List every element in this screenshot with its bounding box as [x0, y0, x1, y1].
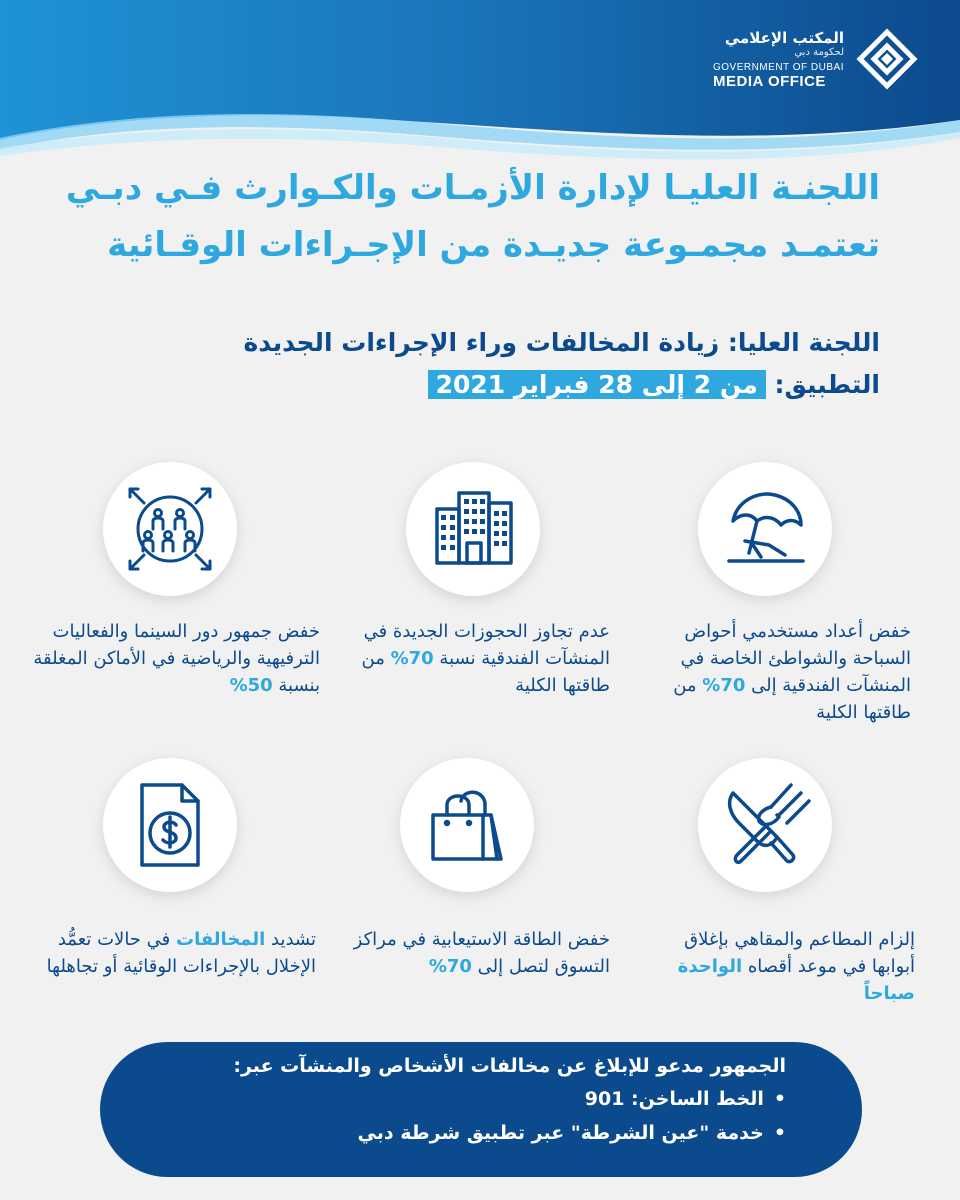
logo-english-line1: GOVERNMENT OF DUBAI — [713, 61, 844, 73]
page-title-line1: اللجنـة العليـا لإدارة الأزمـات والكـوارث فـي دبـي — [65, 168, 880, 208]
measure-6-caption: تشديد المخالفات في حالات تعمُّد الإخلال بالإجراءات الوقائية أو تجاهلها — [46, 929, 316, 977]
measure-3-circle — [103, 462, 237, 596]
footer-heading: الجمهور مدعو للإبلاغ عن مخالفات الأشخاص والمنشآت عبر: — [233, 1055, 786, 1077]
hotel-building-icon — [423, 479, 523, 579]
page-title-line2: تعتمـد مجمـوعة جديـدة من الإجـراءات الوقـائية — [107, 225, 880, 265]
fork-knife-icon — [715, 775, 815, 875]
measure-3-caption: خفض جمهور دور السينما والفعاليات الترفيهية والرياضية في الأماكن المغلقة بنسبة 50% — [33, 621, 320, 696]
subtitle-line1: اللجنة العليا: زيادة المخالفات وراء الإجراءات الجديدة — [243, 328, 880, 357]
application-dates: من 2 إلى 28 فبراير 2021 — [428, 370, 766, 399]
shopping-bag-icon — [417, 775, 517, 875]
subtitle-line2 — [428, 368, 880, 402]
measure-6-circle — [103, 758, 237, 892]
measure-4-caption: إلزام المطاعم والمقاهي بإغلاق أبوابها في موعد أقصاه الواحدة صباحاً — [677, 929, 915, 1004]
measure-2-caption: عدم تجاوز الحجوزات الجديدة في المنشآت الفندقية نسبة 70% من طاقتها الكلية — [361, 621, 610, 696]
measure-2-circle — [406, 462, 540, 596]
beach-umbrella-icon — [715, 479, 815, 579]
measure-5-caption: خفض الطاقة الاستيعابية في مراكز التسوق لتصل إلى 70% — [353, 929, 610, 977]
fine-document-icon — [120, 775, 220, 875]
bullet-icon: • — [773, 1088, 786, 1110]
dubai-media-office-diamond-icon — [856, 28, 918, 90]
measure-4-circle — [698, 758, 832, 892]
crowd-reduction-icon — [120, 479, 220, 579]
application-label: التطبيق: — [774, 370, 880, 399]
measure-5-circle — [400, 758, 534, 892]
report-violations-panel — [100, 1042, 862, 1177]
bullet-icon: • — [773, 1122, 786, 1144]
logo-english-line2: MEDIA OFFICE — [713, 72, 826, 90]
measure-1-circle — [698, 462, 832, 596]
logo-arabic-sub: لحكومة دبي — [794, 46, 844, 58]
footer-item-hotline: •الخط الساخن: 901 — [160, 1082, 786, 1116]
footer-item-police-eye: •خدمة "عين الشرطة" عبر تطبيق شرطة دبي — [160, 1116, 786, 1150]
measure-1-caption: خفض أعداد مستخدمي أحواض السباحة والشواطئ الخاصة في المنشآت الفندقية إلى 70% من طاقتها الكلية — [673, 621, 911, 723]
media-office-logo — [713, 28, 918, 90]
logo-arabic-name: المكتب الإعلامي — [724, 28, 844, 47]
